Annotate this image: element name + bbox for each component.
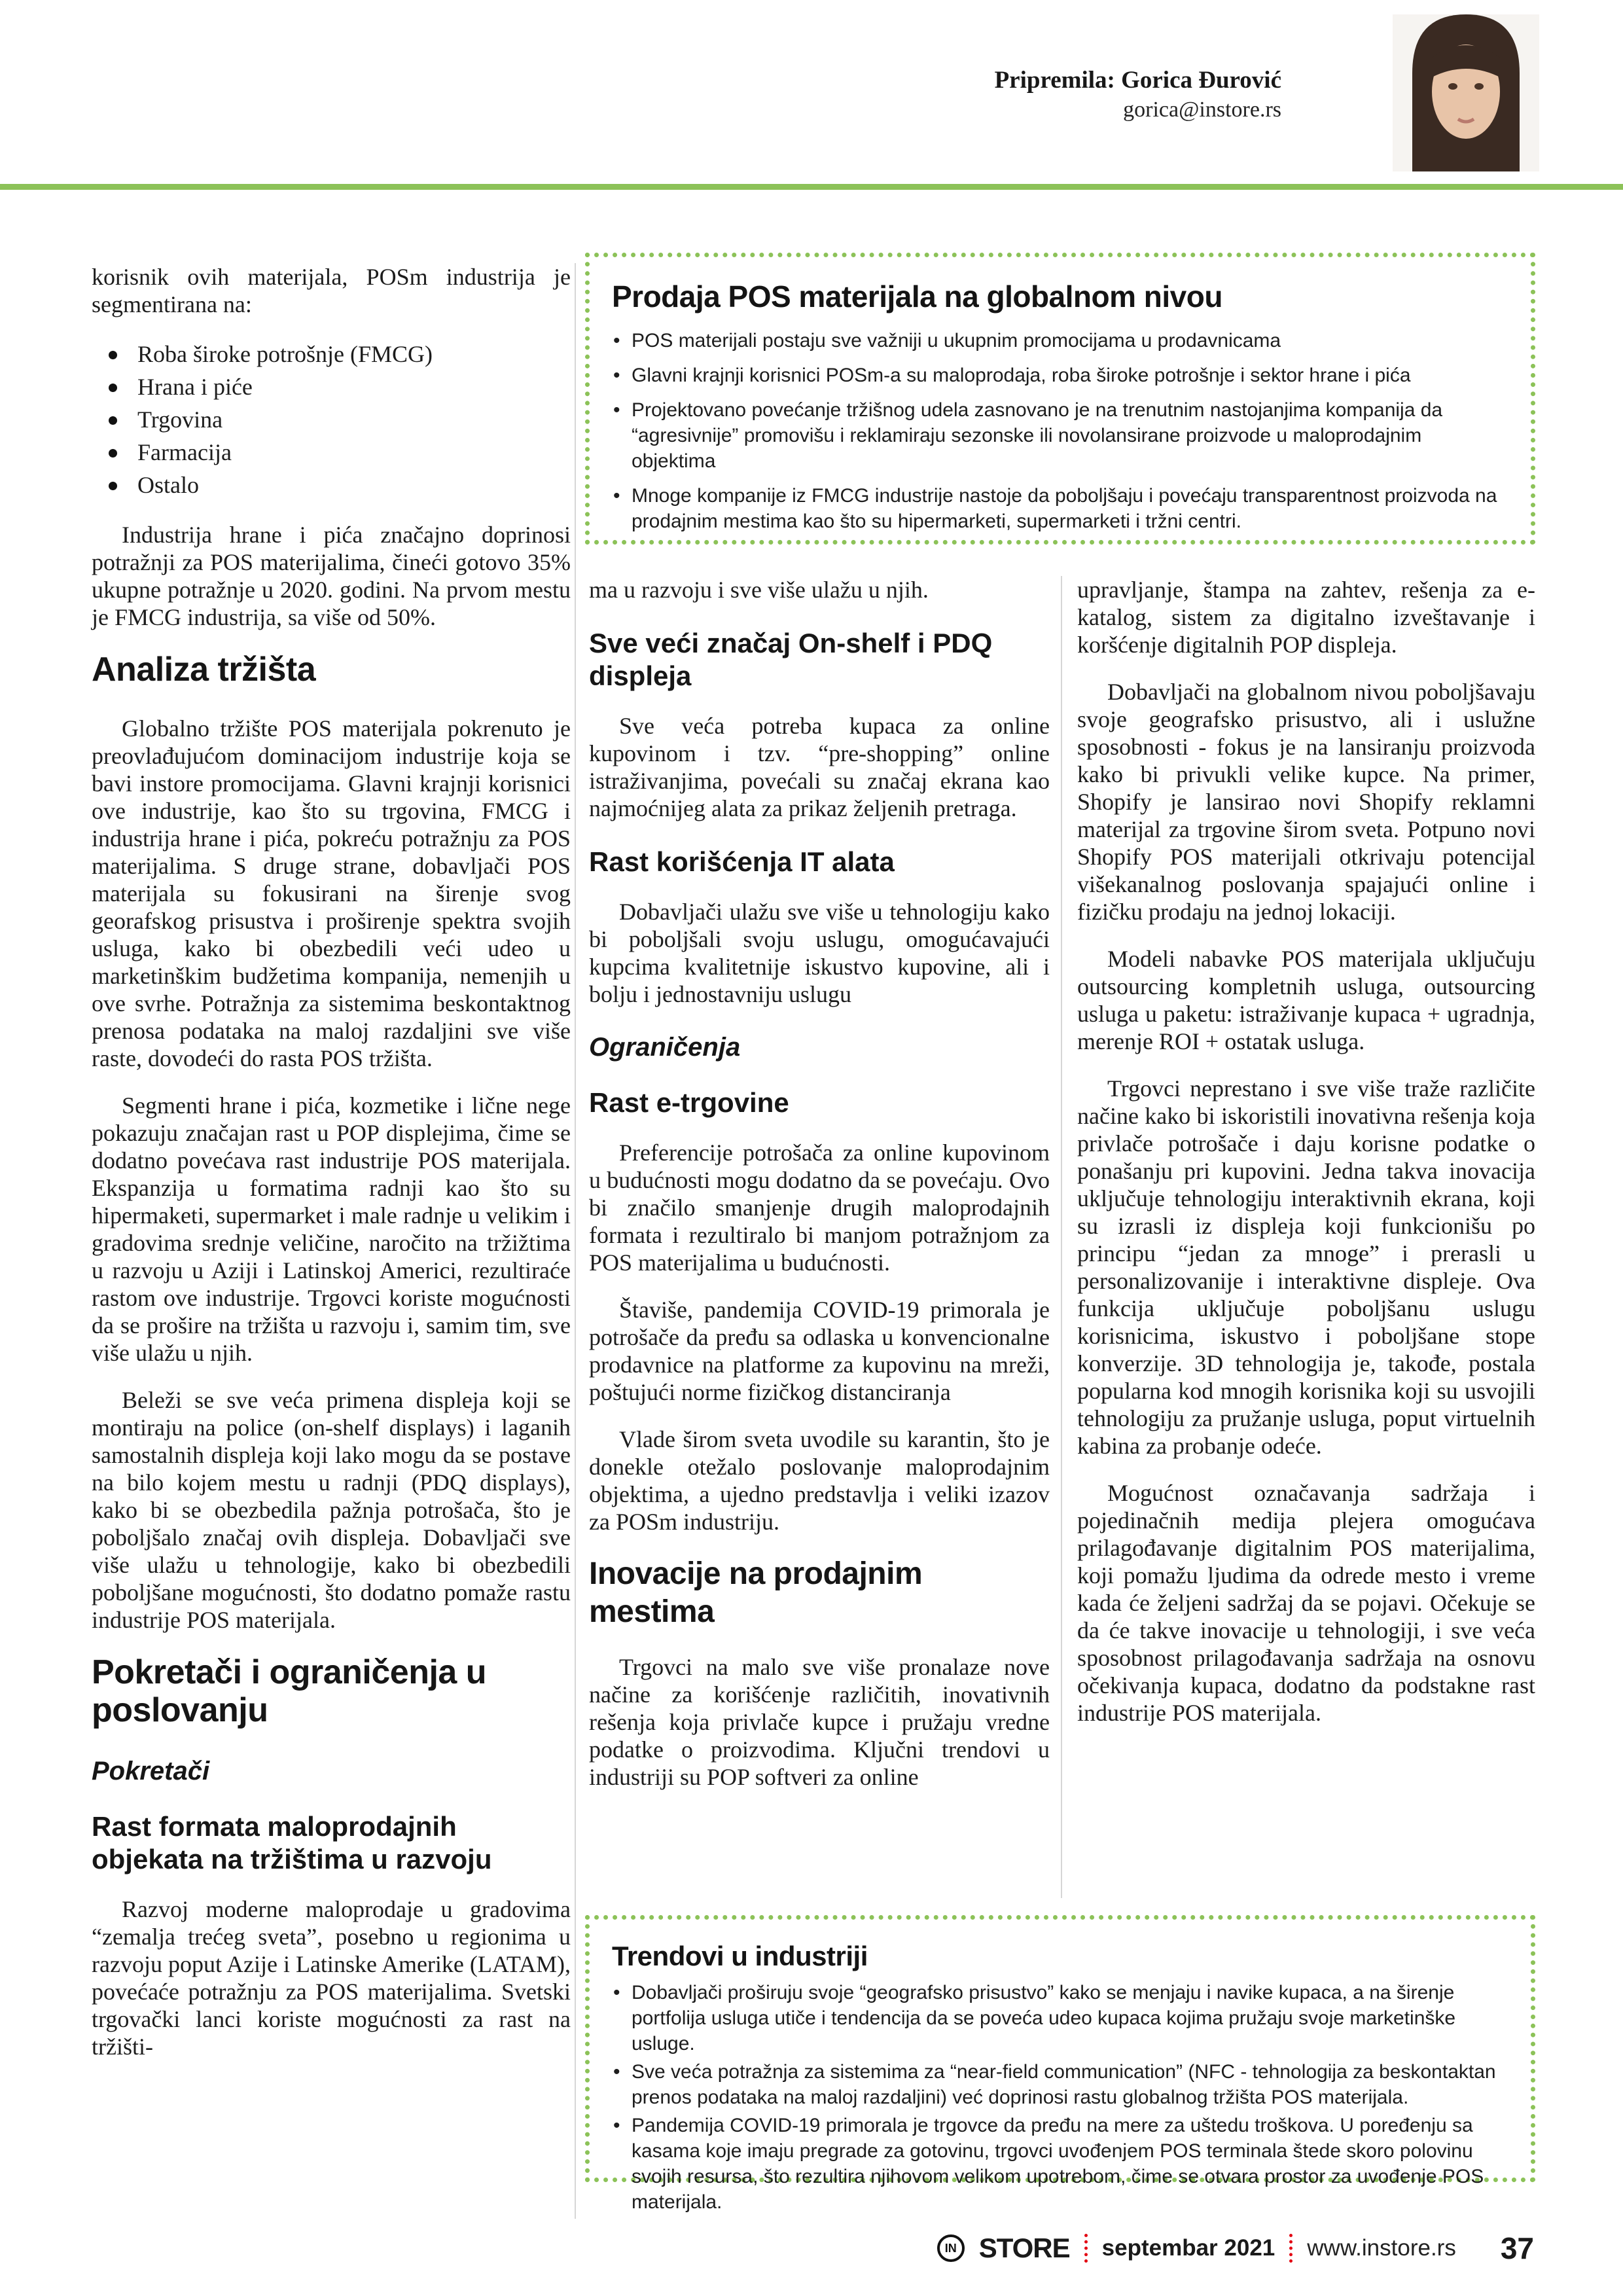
author-email: gorica@instore.rs <box>1123 98 1281 122</box>
instore-logo-icon: IN <box>937 2234 965 2262</box>
paragraph: Beleži se sve veća primena displeja koji se montiraju na police (on-shelf displays) i laganih samostalnih displeja koji lako mogu da se postave na bilo kojem mestu u radnji (PDQ displays), kako bi se obezbedila pažnja potrošača, što je poboljšalo značaj ovih displeja. Dobavljači sve više ulažu u tehnologije, kako bi obezbedili poboljšane mogućnosti, što dodatno pomaže rastu industrije POS materijala. <box>92 1387 571 1633</box>
box-title: Prodaja POS materijala na globalnom nivou <box>612 279 1222 314</box>
list-item: Hrana i piće <box>109 373 571 401</box>
box-bullet: • Glavni krajnji korisnici POSm-a su maloprodaja, roba široke potrošnje i sektor hrane i pića <box>612 363 1505 388</box>
website-url: www.instore.rs <box>1307 2235 1456 2261</box>
brand-name: STORE <box>978 2233 1070 2263</box>
right-column <box>1077 576 1535 1905</box>
paragraph: Segmenti hrane i pića, kozmetike i lične nege pokazuju značajan rast u POP displejima, čime se dodatno povećava rast industrije POS materijala. Ekspanzija u formatima radnji kao što su hipermaketi, supermarket i male radnje u velikim i gradovima srednje veličine, naročito na tržižtima u razvoju u Aziji i Latinskoj Americi, rezultiraće rastom ove industrije. Trgovci koriste mogućnosti da se prošire na tržišta u razvoju i, samim tim, sve više ulažu u njih. <box>92 1092 571 1366</box>
paragraph: Sve veća potreba kupaca za online kupovinom i tzv. “pre-shopping” online istraživanjima, povećali su značaj ekrana kao najmoćnijeg alata za prikaz željenih pretraga. <box>589 713 1050 821</box>
paragraph: Mogućnost označavanja sadržaja i pojedinačnih medija plejera omogućava prilagođavanje digitalnim POS materijalima, koji pomažu ljudima da odrede mesto i vreme kada će željeni sadržaj da se pojavi. Očekuje se da će takve inovacije u tehnologiji, i sve veća sposobnost prilagođavanja sadržaja na osnovu očekivanja kupaca, dodatno da podstakne rast industrije POS materijala. <box>1077 1480 1535 1726</box>
author-block <box>995 65 1281 124</box>
left-column <box>92 263 571 2060</box>
box-bullet: • Dobavljači proširuju svoje “geografsko prisustvo” kako se menjaju i navike kupaca, a na širenje portfolija usluga utiče i tendencija da se poveća udeo kupaca kojima pružaju svoje marketinške usluge. <box>612 1980 1505 2056</box>
paragraph: ma u razvoju i sve više ulažu u njih. <box>589 577 929 603</box>
list-item: Farmacija <box>109 439 571 466</box>
list-item: Ostalo <box>109 471 571 499</box>
author-name: Pripremila: Gorica Đurović <box>994 67 1281 94</box>
issue-date: septembar 2021 <box>1101 2235 1275 2261</box>
box-bullet-list <box>612 1980 1505 2215</box>
paragraph: Globalno tržište POS materijala pokrenuto je preovlađujućom dominacijom industrije koja se bavi instore promocijama. Glavni krajnji korisnici ove industrije, kao što su trgovina, FMCG i industrija hrane i pića, pokreću potražnju za POS materijalima. S druge strane, dobavljači POS materijala su fokusirani na širenje svog georafskog prisustva i proširenje spektra svojih usluga, kako bi obezbedili veći udeo u marketinškim budžetima kompanija, nemenjih u ove svrhe. Potražnja za sistemima beskontaktnog prenosa podataka na maloj razdaljini sve više raste, dovodeći do rasta POS tržišta. <box>92 715 571 1071</box>
list-item: Trgovina <box>109 406 571 433</box>
sub-heading: Sve veći značaj On-shelf i PDQ displeja <box>589 628 993 691</box>
sub-heading: Rast korišćenja IT alata <box>589 846 895 877</box>
section-heading: Inovacije na prodajnim mestima <box>589 1556 923 1629</box>
paragraph: Dobavljači ulažu sve više u tehnologiju kako bi poboljšali svoju uslugu, omogućavajući kupcima kvalitetnije iskustvo kupovine, ali i bolju i jednostavniju uslugu <box>589 899 1050 1007</box>
box-bullet: • Mnoge kompanije iz FMCG industrije nastoje da poboljšaju i povećaju transparentnost proizvoda na prodajnim mestima kao što su hipermarketi, supermarketi i tržni centri. <box>612 483 1505 534</box>
box-title: Trendovi u industriji <box>612 1941 868 1971</box>
sub-heading: Rast e-trgovine <box>589 1087 789 1118</box>
section-heading: Analiza tržišta <box>92 651 316 689</box>
column-divider <box>1061 576 1062 1898</box>
middle-column <box>589 576 1050 1905</box>
paragraph: Štaviše, pandemija COVID-19 primorala je potrošače da pređu sa odlaska u konvencionalne prodavnice na platforme za kupovinu na mreži, poštujući norme fizičkog distanciranja <box>589 1297 1050 1405</box>
paragraph: korisnik ovih materijala, POSm industrija je segmentirana na: <box>92 264 571 317</box>
box-bullet: • Sve veća potražnja za sistemima za “near-field communication” (NFC - tehnologija za beskontaktan prenos podataka na maloj razdaljini) već doprinosi rastu globalnog tržišta POS materijala. <box>612 2059 1505 2110</box>
box-bullet: • POS materijali postaju sve važniji u ukupnim promocijama u prodavnicama <box>612 328 1505 353</box>
paragraph: Industrija hrane i pića značajno doprinosi potražnji za POS materijalima, čineći gotovo 35% ukupne potražnje u 2020. godini. Na prvom mestu je FMCG industrija, sa više od 50%. <box>92 522 571 630</box>
paragraph: Dobavljači na globalnom nivou poboljšavaju svoje geografsko prisustvo, ali i uslužne sposobnosti - fokus je na lansiranju proizvoda kako bi privukli velike kupce. Na primer, Shopify je lansirao novi Shopify reklamni materijal za trgovine širom sveta. Potpuno novi Shopify POS materijali otkrivaju potencijal višekanalnog poslovanja spajajući online i fizičku prodaju na jednoj lokaciji. <box>1077 679 1535 925</box>
section-heading: Pokretači i ograničenja u poslovanju <box>92 1653 487 1729</box>
header-divider <box>0 184 1623 190</box>
industry-trends-box <box>585 1915 1535 2213</box>
dotted-separator <box>1289 2234 1293 2263</box>
page-footer <box>937 2231 1534 2266</box>
paragraph: Preferencije potrošača za online kupovinom u budućnosti mogu dodatno da se povećaju. Ovo bi značilo smanjenje drugih maloprodajnih formata i rezultiralo bi manjom potražnjom za POS materijalima u budućnosti. <box>589 1139 1050 1276</box>
global-pos-sales-box <box>585 253 1535 545</box>
list-item: Roba široke potrošnje (FMCG) <box>109 340 571 368</box>
portrait-image <box>1393 14 1539 171</box>
paragraph: Modeli nabavke POS materijala uključuju outsourcing kompletnih usluga, outsourcing usluga u paketu: istraživanje kupaca + ugradnja, merenje ROI + ostatak usluga. <box>1077 946 1535 1054</box>
paragraph: Vlade širom sveta uvodile su karantin, što je donekle otežalo poslovanje maloprodajnim objektima, a ujedno predstavlja i veliki izazov za POSm industriju. <box>589 1426 1050 1535</box>
sub-heading: Ograničenja <box>589 1033 741 1062</box>
paragraph: Razvoj moderne maloprodaje u gradovima “zemalja trećeg sveta”, posebno u regionima u razvoju poput Azije i Latinske Amerike (LATAM), povećaće potražnju za POS materijalima. Svetski trgovački lanci koriste mogućnosti za rast na tržišti- <box>92 1896 571 2060</box>
segment-list <box>92 340 571 499</box>
sub-heading: Rast formata maloprodajnih objekata na tržištima u razvoju <box>92 1811 492 1874</box>
sub-heading: Pokretači <box>92 1757 210 1785</box>
box-bullet: • Pandemija COVID-19 primorala je trgovce da pređu na mere za uštedu troškova. U poređenju sa kasama koje imaju pregrade za gotovinu, trgovci uvođenjem POS terminala štede skoro polovinu svojih resursa, što rezultira njihovom velikom upotrebom, čime se otvara prostor za uvođenje POS materijala. <box>612 2113 1505 2215</box>
column-divider <box>575 263 576 2219</box>
dotted-separator <box>1084 2234 1088 2263</box>
paragraph: Trgovci na malo sve više pronalaze nove načine za korišćenje različitih, inovativnih rešenja koja privlače kupce i pružaju vredne podatke o proizvodima. Ključni trendovi u industriji su POP softveri za online <box>589 1654 1050 1790</box>
box-bullet-list <box>612 328 1505 534</box>
paragraph: upravljanje, štampa na zahtev, rešenja za e-katalog, sistem za digitalno izveštavanje i koršćenje digitalnih POP displeja. <box>1077 577 1535 658</box>
author-photo <box>1393 14 1539 171</box>
box-bullet: • Projektovano povećanje tržišnog udela zasnovano je na trenutnim nastojanjima kompanija da “agresivnije” promovišu i reklamiraju sezonske ili novolansirane proizvode u maloprodajnim objektima <box>612 397 1505 474</box>
paragraph: Trgovci neprestano i sve više traže različite načine kako bi iskoristili inovativna rešenja koja privlače potrošače i daju korisne podatke o ponašanju pri kupovini. Jedna takva inovacija uključuje tehnologiju interaktivnih ekrana, koji su izrasli iz displeja koji funkcionišu po principu “jedan za mnoge” i prerasli u personalizovanije i interaktivne displeje. Ova funkcija uključuje poboljšanu uslugu korisnicima, iskustvo i poboljšane stope konverzije. 3D tehnologija je, takođe, postala popularna kod mnogih korisnika koji su usvojili tehnologiju za pružanje usluga, poput virtuelnih kabina za probanje odeće. <box>1077 1075 1535 1459</box>
page-number: 37 <box>1500 2231 1534 2265</box>
